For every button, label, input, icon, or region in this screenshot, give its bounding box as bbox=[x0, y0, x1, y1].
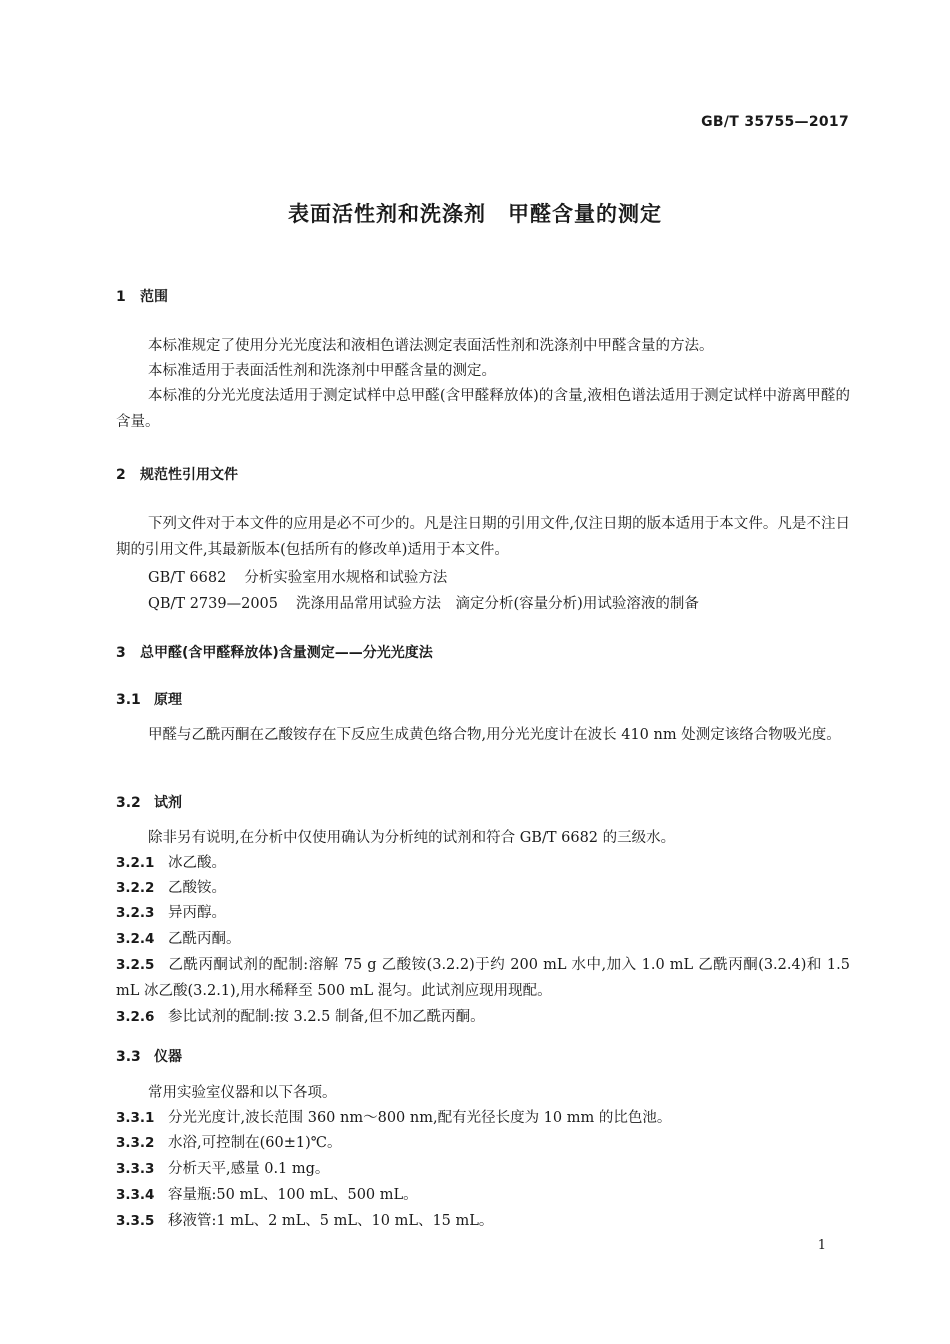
item-text: 异丙醇。 bbox=[168, 905, 226, 921]
reference-title: 洗涤用品常用试验方法 滴定分析(容量分析)用试验溶液的制备 bbox=[296, 596, 699, 612]
normative-reference bbox=[148, 566, 447, 587]
section-3-heading bbox=[116, 642, 433, 662]
subsection-3-3-heading bbox=[116, 1046, 182, 1066]
item-number: 3.3.2 bbox=[116, 1135, 155, 1151]
section-number: 3 bbox=[116, 645, 126, 661]
item-number: 3.3.5 bbox=[116, 1213, 155, 1229]
section-title: 总甲醛(含甲醛释放体)含量测定——分光光度法 bbox=[140, 645, 433, 661]
reference-code: QB/T 2739—2005 bbox=[148, 596, 279, 612]
item-number: 3.2.6 bbox=[116, 1009, 155, 1025]
list-item bbox=[116, 1004, 850, 1030]
item-text: 移液管:1 mL、2 mL、5 mL、10 mL、15 mL。 bbox=[168, 1213, 494, 1229]
item-number: 3.2.2 bbox=[116, 880, 155, 896]
subsection-number: 3.1 bbox=[116, 692, 141, 708]
item-number: 3.2.5 bbox=[116, 957, 155, 973]
list-item bbox=[116, 850, 850, 876]
subsection-3-2-heading bbox=[116, 792, 182, 812]
item-text: 分光光度计,波长范围 360 nm～800 nm,配有光径长度为 10 mm 的比色池。 bbox=[168, 1110, 672, 1126]
reference-title: 分析实验室用水规格和试验方法 bbox=[244, 570, 448, 586]
normative-reference bbox=[148, 592, 699, 613]
section-title: 规范性引用文件 bbox=[140, 467, 238, 483]
item-number: 3.2.3 bbox=[116, 905, 155, 921]
item-text: 水浴,可控制在(60±1)℃。 bbox=[168, 1135, 342, 1151]
paragraph: 除非另有说明,在分析中仅使用确认为分析纯的试剂和符合 GB/T 6682 的三级水。 bbox=[148, 830, 676, 846]
list-item bbox=[116, 875, 850, 901]
item-text: 乙酰丙酮。 bbox=[168, 931, 241, 947]
document-title: 表面活性剂和洗涤剂 甲醛含量的测定 bbox=[288, 202, 662, 226]
paragraph: 本标准的分光光度法适用于测定试样中总甲醛(含甲醛释放体)的含量,液相色谱法适用于测定试样中游离甲醛的含量。 bbox=[116, 388, 850, 430]
paragraph: 下列文件对于本文件的应用是必不可少的。凡是注日期的引用文件,仅注日期的版本适用于本文件。凡是不注日期的引用文件,其最新版本(包括所有的修改单)适用于本文件。 bbox=[116, 516, 850, 558]
page-number: 1 bbox=[817, 1238, 826, 1253]
section-number: 1 bbox=[116, 289, 126, 305]
subsection-number: 3.3 bbox=[116, 1049, 141, 1065]
item-text: 容量瓶:50 mL、100 mL、500 mL。 bbox=[168, 1187, 418, 1203]
subsection-title: 仪器 bbox=[154, 1049, 182, 1065]
list-item bbox=[116, 1130, 850, 1156]
subsection-number: 3.2 bbox=[116, 795, 141, 811]
list-item bbox=[116, 926, 850, 952]
subsection-title: 原理 bbox=[154, 692, 182, 708]
item-text: 分析天平,感量 0.1 mg。 bbox=[168, 1161, 330, 1177]
paragraph: 甲醛与乙酰丙酮在乙酸铵存在下反应生成黄色络合物,用分光光度计在波长 410 nm 处测定该络合物吸光度。 bbox=[148, 727, 841, 743]
section-number: 2 bbox=[116, 467, 126, 483]
item-text: 参比试剂的配制:按 3.2.5 制备,但不加乙酰丙酮。 bbox=[168, 1009, 485, 1025]
list-item bbox=[116, 1156, 850, 1182]
item-number: 3.3.1 bbox=[116, 1110, 155, 1126]
paragraph: 本标准规定了使用分光光度法和液相色谱法测定表面活性剂和洗涤剂中甲醛含量的方法。 bbox=[148, 338, 714, 354]
subsection-3-1-heading bbox=[116, 689, 182, 709]
item-number: 3.2.4 bbox=[116, 931, 155, 947]
paragraph: 本标准适用于表面活性剂和洗涤剂中甲醛含量的测定。 bbox=[148, 363, 496, 379]
section-title: 范围 bbox=[140, 289, 168, 305]
list-item bbox=[116, 952, 850, 1004]
list-item bbox=[116, 900, 850, 926]
item-number: 3.2.1 bbox=[116, 855, 155, 871]
paragraph: 常用实验室仪器和以下各项。 bbox=[148, 1085, 337, 1101]
standard-code: GB/T 35755—2017 bbox=[701, 114, 849, 130]
item-text: 冰乙酸。 bbox=[168, 855, 226, 871]
section-1-heading bbox=[116, 286, 168, 306]
list-item bbox=[116, 1208, 850, 1234]
list-item bbox=[116, 1182, 850, 1208]
item-number: 3.3.3 bbox=[116, 1161, 155, 1177]
item-text: 乙酰丙酮试剂的配制:溶解 75 g 乙酸铵(3.2.2)于约 200 mL 水中,加入 1.0 mL 乙酰丙酮(3.2.4)和 1.5 mL 冰乙酸(3.2.1),用水稀释至 500 mL 混匀。此试剂应现用现配。 bbox=[116, 957, 850, 999]
item-number: 3.3.4 bbox=[116, 1187, 155, 1203]
item-text: 乙酸铵。 bbox=[168, 880, 226, 896]
section-2-heading bbox=[116, 464, 238, 484]
list-item bbox=[116, 1105, 850, 1131]
reference-code: GB/T 6682 bbox=[148, 570, 227, 586]
subsection-title: 试剂 bbox=[154, 795, 182, 811]
